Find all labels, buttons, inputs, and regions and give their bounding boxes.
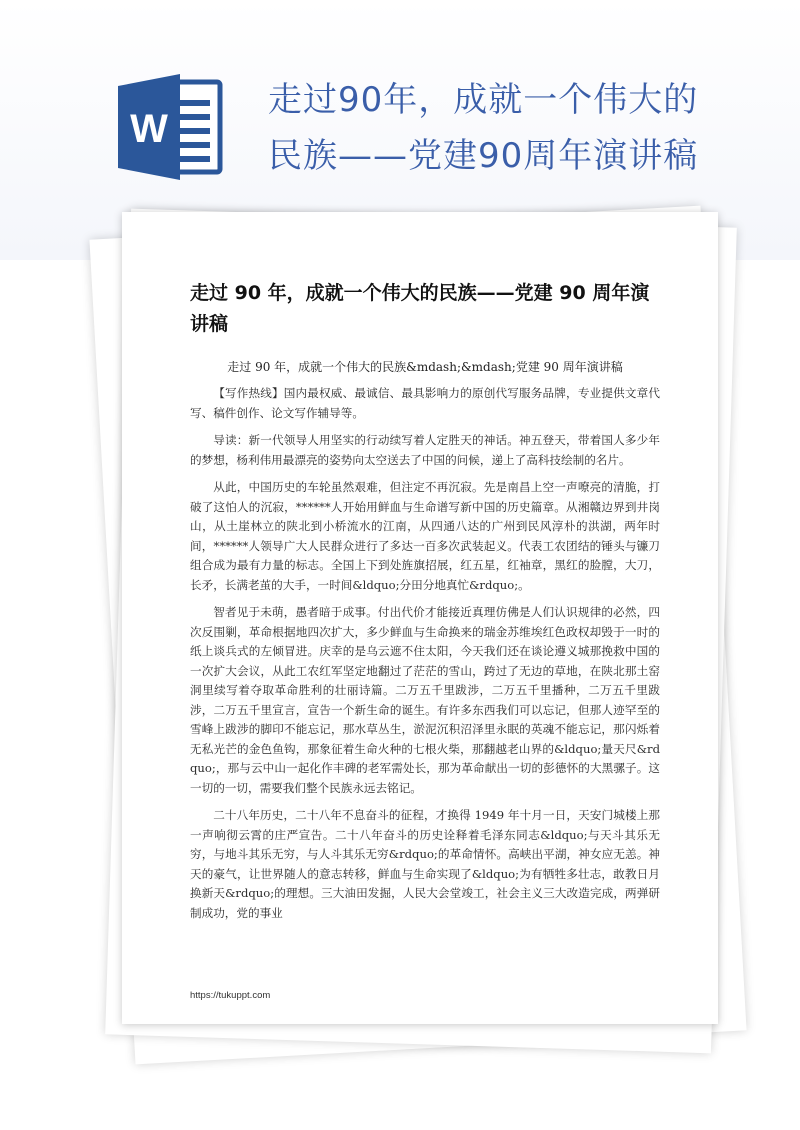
banner-title [268, 72, 699, 184]
paragraph: 【写作热线】国内最权威、最诚信、最具影响力的原创代写服务品牌，专业提供文章代写、稿件创作、论文写作辅导等。 [190, 386, 660, 420]
footer-url: https://tukuppt.com [190, 990, 271, 1001]
paragraph: 智者见于未萌，愚者暗于成事。付出代价才能接近真理仿佛是人们认识规律的必然，四次反围剿，革命根据地四次扩大，多少鲜血与生命换来的瑞金苏维埃红色政权却毁于一时的纸上谈兵式的左倾冒进。庆幸的是乌云遮不住太阳，今天我们还在谈论遵义城那挽救中国的一次扩大会议，从此工农红军坚定地翻过了茫茫的雪山，跨过了无边的草地，在陕北那土窑洞里续写着夺取革命胜利的壮丽诗篇。二万五千里跋涉，二万五千里播种，二万五千里跋涉，二万五千里宣言，宣告一个新生命的诞生。有许多东西我们可以忘记，但那人迹罕至的雪峰上跋涉的脚印不能忘记，那水草丛生，淤泥沉积沼泽里永眠的英魂不能忘记，那闪烁着无私光芒的金色鱼钩，那象征着生命火种的七根火柴，那翻越老山界的&ldquo;量天尺&rdquo;，那与云中山一起化作丰碑的老军需处长，那为革命献出一切的彭德怀的大黑骡子。这一切的一切，需要我们整个民族永远去铭记。 [190, 605, 660, 795]
document-title: 走过 90 年，成就一个伟大的民族——党建 90 周年演讲稿 [190, 282, 650, 335]
word-document-icon [118, 72, 224, 182]
document-subtitle: 走过 90 年，成就一个伟大的民族&mdash;&mdash;党建 90 周年演讲稿 [227, 360, 623, 374]
document-page [122, 212, 718, 1024]
banner-title-line-2: 民族——党建90周年演讲稿 [268, 136, 699, 176]
banner-title-line-1: 走过90年，成就一个伟大的 [268, 80, 699, 120]
paragraph: 导读：新一代领导人用坚实的行动续写着人定胜天的神话。神五登天，带着国人多少年的梦想，杨利伟用最漂亮的姿势向太空送去了中国的问候，递上了高科技绘制的名片。 [190, 433, 660, 467]
word-icon-letter: W [130, 107, 168, 151]
paragraph: 从此，中国历史的车轮虽然艰难，但注定不再沉寂。先是南昌上空一声嘹亮的清脆，打破了这怕人的沉寂，******人开始用鲜血与生命谱写新中国的历史篇章。从湘赣边界到井岗山，从土崖林立的陕北到小桥流水的江南，从四通八达的广州到民风淳朴的洪湖，两年时间，******人领导广大人民群众进行了多达一百多次武装起义。代表工农团结的锤头与镰刀组合成为最有力量的标志。全国上下到处旌旗招展，红五星，红袖章，黑红的脸膛，大刀，长矛，长满老茧的大手，一时间&ldquo;分田分地真忙&rdquo;。 [190, 480, 660, 592]
document-body [190, 384, 660, 931]
paragraph: 二十八年历史，二十八年不息奋斗的征程，才换得 1949 年十月一日，天安门城楼上那一声响彻云霄的庄严宣告。二十八年奋斗的历史诠释着毛泽东同志&ldquo;与天斗其乐无穷，与地斗其乐无穷，与人斗其乐无穷&rdquo;的革命情怀。高峡出平湖，神女应无恙。神天的豪气，让世界随人的意志转移，鲜血与生命实现了&ldquo;为有牺牲多壮志，敢教日月换新天&rdquo;的理想。三大油田发掘，人民大会堂竣工，社会主义三大改造完成，两弹研制成功，党的事业 [190, 808, 660, 920]
